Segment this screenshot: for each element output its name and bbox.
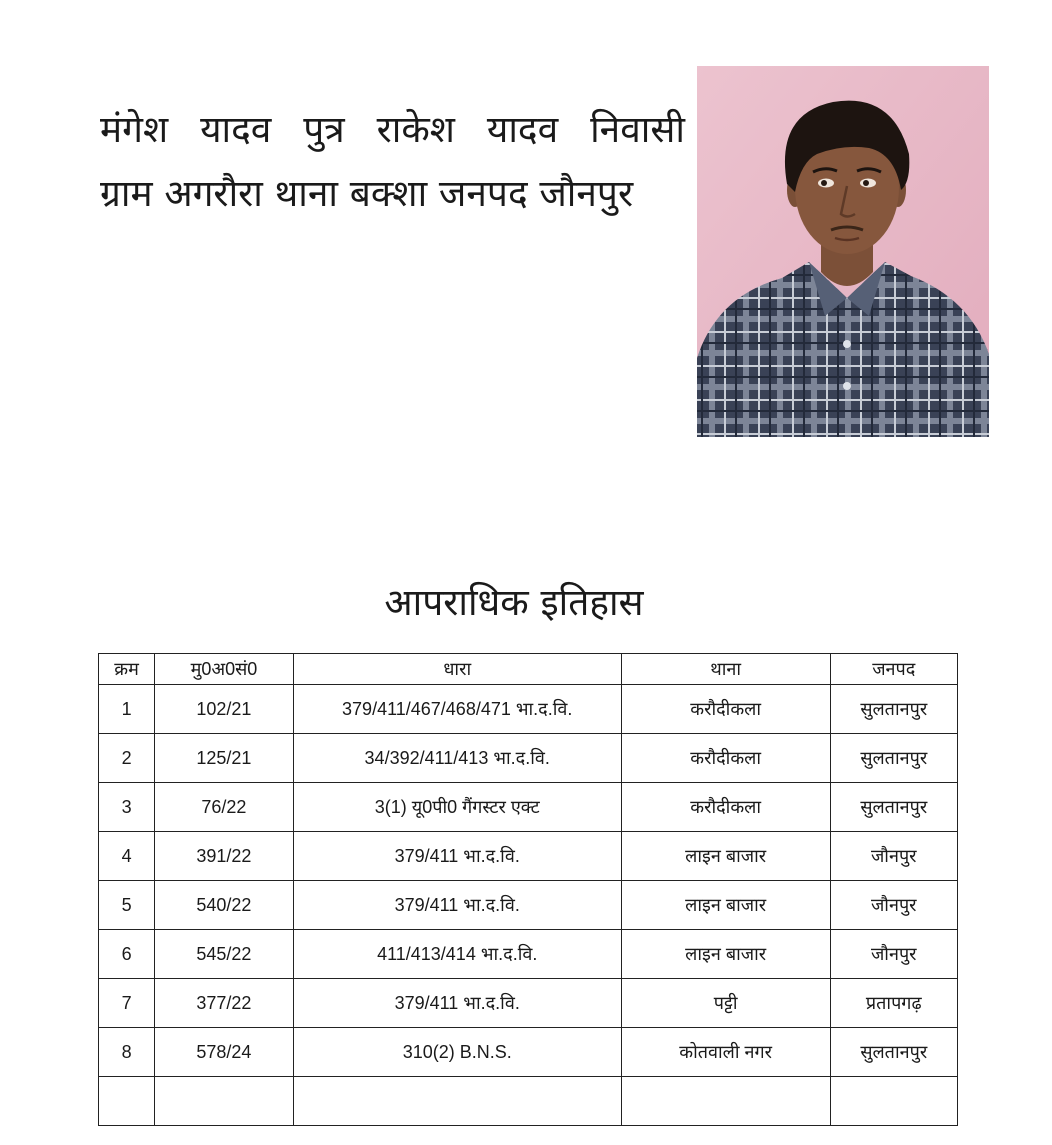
person-details-line-1: [100, 98, 685, 162]
table-row: [99, 832, 958, 881]
cell-serial: 3: [99, 783, 155, 832]
header-police-station: थाना: [621, 654, 830, 685]
cell-case-number: 540/22: [155, 881, 293, 930]
cell-police-station: लाइन बाजार: [621, 832, 830, 881]
table-row-empty: [99, 1077, 958, 1126]
table-row: [99, 881, 958, 930]
cell-section: 3(1) यू0पी0 गैंगस्टर एक्ट: [293, 783, 621, 832]
cell-section: 379/411 भा.द.वि.: [293, 832, 621, 881]
cell-district: जौनपुर: [830, 930, 957, 979]
header-district: जनपद: [830, 654, 957, 685]
table-row: [99, 783, 958, 832]
cell-section: 310(2) B.N.S.: [293, 1028, 621, 1077]
section-title-criminal-history: आपराधिक इतिहास: [384, 581, 644, 624]
cell-section: [293, 1077, 621, 1126]
table-row: [99, 685, 958, 734]
header-serial: क्रम: [99, 654, 155, 685]
cell-district: प्रतापगढ़: [830, 979, 957, 1028]
word-father-surname: यादव: [486, 108, 559, 151]
cell-police-station: करौदीकला: [621, 734, 830, 783]
cell-case-number: 125/21: [155, 734, 293, 783]
cell-serial: 7: [99, 979, 155, 1028]
cell-case-number: 102/21: [155, 685, 293, 734]
cell-serial: 8: [99, 1028, 155, 1077]
cell-police-station: करौदीकला: [621, 783, 830, 832]
cell-district: [830, 1077, 957, 1126]
criminal-history-table: [98, 653, 958, 1126]
word-name: मंगेश: [100, 108, 169, 151]
cell-district: जौनपुर: [830, 881, 957, 930]
table-row: [99, 930, 958, 979]
table-row: [99, 1028, 958, 1077]
table-header-row: [99, 654, 958, 685]
cell-police-station: [621, 1077, 830, 1126]
cell-section: 379/411 भा.द.वि.: [293, 979, 621, 1028]
cell-district: सुलतानपुर: [830, 685, 957, 734]
word-resident: निवासी: [590, 108, 685, 151]
cell-case-number: 76/22: [155, 783, 293, 832]
cell-case-number: 391/22: [155, 832, 293, 881]
word-surname: यादव: [200, 108, 272, 151]
cell-case-number: 377/22: [155, 979, 293, 1028]
cell-section: 411/413/414 भा.द.वि.: [293, 930, 621, 979]
person-details-line-2: ग्राम अगरौरा थाना बक्शा जनपद जौनपुर: [100, 172, 634, 215]
cell-district: सुलतानपुर: [830, 734, 957, 783]
cell-serial: 1: [99, 685, 155, 734]
cell-police-station: पट्टी: [621, 979, 830, 1028]
cell-section: 34/392/411/413 भा.द.वि.: [293, 734, 621, 783]
cell-district: सुलतानपुर: [830, 1028, 957, 1077]
cell-serial: 2: [99, 734, 155, 783]
header-case-number: मु0अ0सं0: [155, 654, 293, 685]
table-row: [99, 979, 958, 1028]
cell-serial: 6: [99, 930, 155, 979]
cell-serial: [99, 1077, 155, 1126]
word-son-of: पुत्र: [303, 108, 345, 151]
cell-district: जौनपुर: [830, 832, 957, 881]
cell-case-number: [155, 1077, 293, 1126]
table-row: [99, 734, 958, 783]
cell-serial: 5: [99, 881, 155, 930]
cell-police-station: लाइन बाजार: [621, 930, 830, 979]
cell-section: 379/411/467/468/471 भा.द.वि.: [293, 685, 621, 734]
word-father-name: राकेश: [376, 108, 455, 151]
cell-police-station: कोतवाली नगर: [621, 1028, 830, 1077]
cell-police-station: लाइन बाजार: [621, 881, 830, 930]
person-photo: [697, 66, 989, 437]
person-details: [100, 98, 685, 226]
cell-serial: 4: [99, 832, 155, 881]
cell-district: सुलतानपुर: [830, 783, 957, 832]
cell-section: 379/411 भा.द.वि.: [293, 881, 621, 930]
cell-case-number: 578/24: [155, 1028, 293, 1077]
person-portrait-illustration: [697, 66, 989, 437]
cell-police-station: करौदीकला: [621, 685, 830, 734]
cell-case-number: 545/22: [155, 930, 293, 979]
header-section: धारा: [293, 654, 621, 685]
